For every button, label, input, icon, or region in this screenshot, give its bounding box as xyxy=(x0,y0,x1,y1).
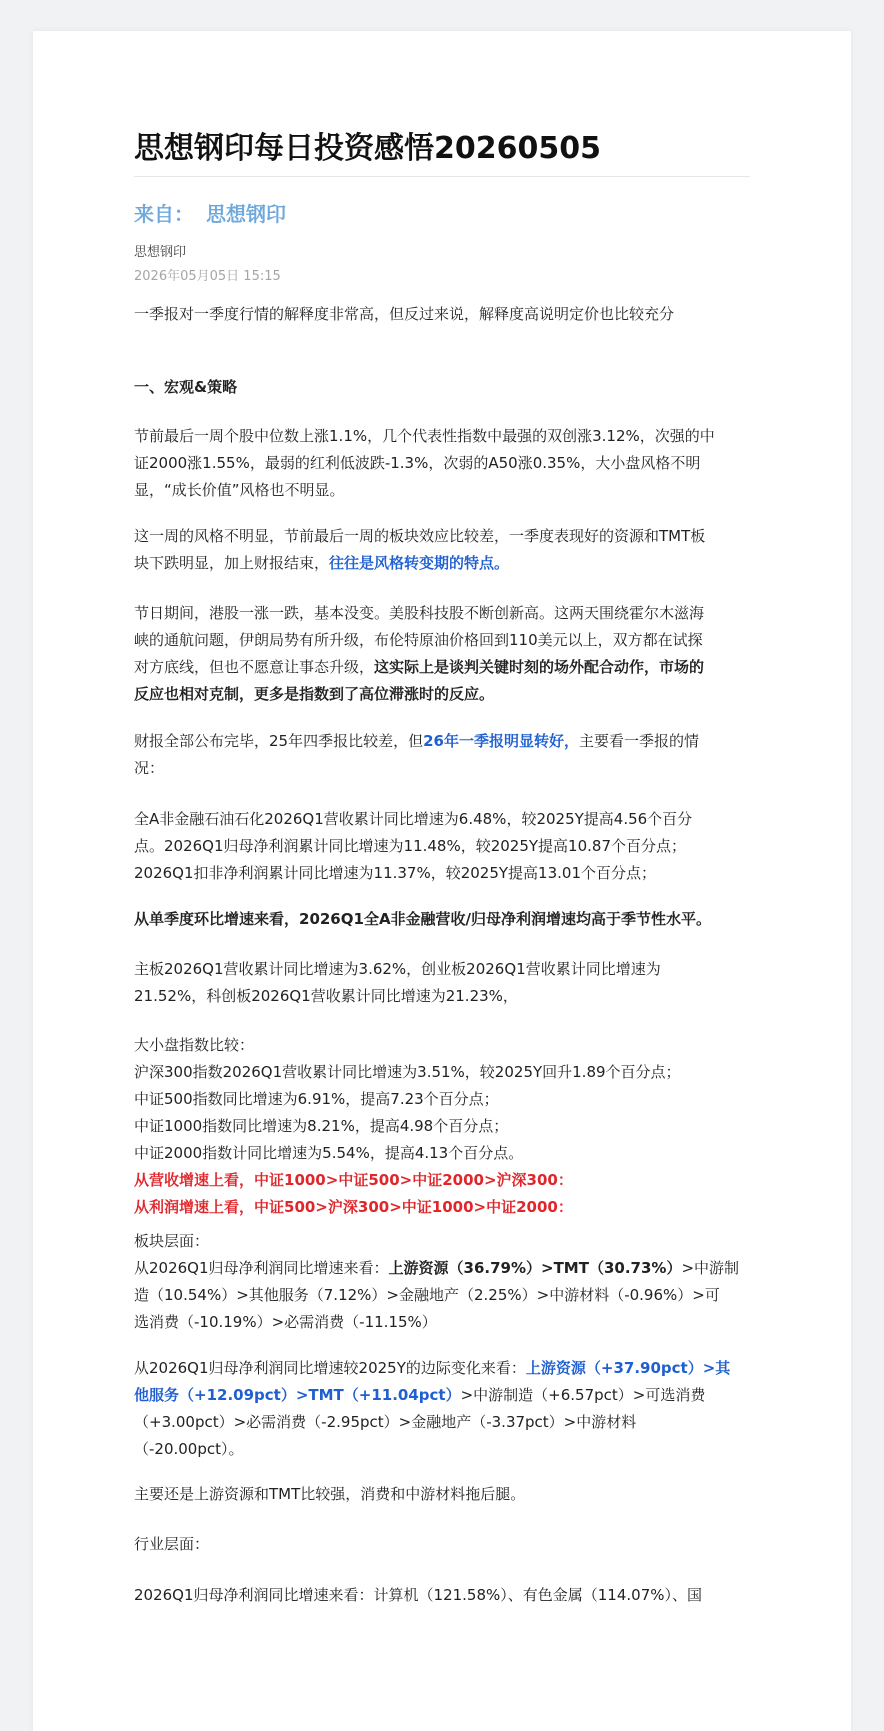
paragraph-sector-summary: 主要还是上游资源和TMT比较强，消费和中游材料拖后腿。 xyxy=(134,1485,526,1503)
title-divider xyxy=(134,176,750,177)
source-line xyxy=(134,199,286,229)
paragraph-holiday-markets: 节日期间，港股一涨一跌，基本没变。美股科技股不断创新高。这两天围绕霍尔木滋海 峡的通航问题，伊朗局势有所升级，布伦特原油价格回到110美元以上，双方都在试探 对方底线，但也不愿意让事态升级，这实际上是谈判关键时刻的场外配合动作，市场的 反应也相对克制，更多是指数到了高位滞涨时的反应。 xyxy=(134,604,705,703)
paragraph-sector-growth: 板块层面： 从2026Q1归母净利润同比增速来看：上游资源（36.79%）>TMT（30.73%）>中游制 造（10.54%）>其他服务（7.12%）>金融地产（2.25%）>中游材料（-0.96%）>可 选消费（-10.19%）>必需消费（-11.15%） xyxy=(134,1232,740,1331)
emphasis-style-shift: 往往是风格转变期的特点。 xyxy=(329,554,510,572)
publish-date: 2026年05月05日 15:15 xyxy=(134,269,281,284)
section-heading-macro: 一、宏观&策略 xyxy=(134,378,238,396)
paragraph-seasonal-comparison: 从单季度环比增速来看，2026Q1全A非金融营收/归母净利润增速均高于季节性水平。 xyxy=(134,910,712,928)
article-summary: 一季报对一季度行情的解释度非常高，但反过来说，解释度高说明定价也比较充分 xyxy=(134,305,675,323)
author-name: 思想钢印 xyxy=(134,245,187,260)
paragraph-industry-heading: 行业层面： xyxy=(134,1535,210,1553)
profit-ranking: 从利润增速上看，中证500>沪深300>中证1000>中证2000： xyxy=(134,1198,573,1216)
paragraph-earnings-intro: 财报全部公布完毕，25年四季报比较差，但26年一季报明显转好，主要看一季报的情 况： xyxy=(134,732,699,777)
source-link[interactable]: 思想钢印 xyxy=(206,202,286,226)
paragraph-sector-marginal-change: 从2026Q1归母净利润同比增速较2025Y的边际变化来看：上游资源（+37.90pct）>其 他服务（+12.09pct）>TMT（+11.04pct）>中游制造（+6.57pct）>可选消费 （+3.00pct）>必需消费（-2.95pct）>金融地产（-3.37pct）>中游材料 （-20.00pct）。 xyxy=(134,1359,731,1458)
paragraph-board-growth: 主板2026Q1营收累计同比增速为3.62%，创业板2026Q1营收累计同比增速为 21.52%，科创板2026Q1营收累计同比增速为21.23%， xyxy=(134,960,661,1005)
article-page xyxy=(33,31,851,1731)
source-label: 来自： xyxy=(134,202,194,226)
article-title: 思想钢印每日投资感悟20260505 xyxy=(134,131,601,166)
revenue-ranking: 从营收增速上看，中证1000>中证500>中证2000>沪深300： xyxy=(134,1171,573,1189)
paragraph-all-a-growth: 全A非金融石油石化2026Q1营收累计同比增速为6.48%，较2025Y提高4.56个百分 点。2026Q1归母净利润累计同比增速为11.48%，较2025Y提高10.87个百分点； 2026Q1扣非净利润累计同比增速为11.37%，较2025Y提高13.01个百分点； xyxy=(134,810,693,882)
paragraph-style-shift: 这一周的风格不明显，节前最后一周的板块效应比较差，一季度表现好的资源和TMT板 块下跌明显，加上财报结束，往往是风格转变期的特点。 xyxy=(134,527,706,572)
paragraph-industry-growth: 2026Q1归母净利润同比增速来看：计算机（121.58%）、有色金属（114.07%）、国 xyxy=(134,1586,703,1604)
paragraph-index-size-comparison: 大小盘指数比较： 沪深300指数2026Q1营收累计同比增速为3.51%，较2025Y回升1.89个百分点； 中证500指数同比增速为6.91%，提高7.23个百分点； 中证1000指数同比增速为8.21%，提高4.98个百分点； 中证2000指数计同比增速为5.54%，提高4.13个百分点。 从营收增速上看，中证1000>中证500>中证2000>沪深300： 从利润增速上看，中证500>沪深300>中证1000>中证2000： xyxy=(134,1032,754,1221)
paragraph-weekly-indices: 节前最后一周个股中位数上涨1.1%，几个代表性指数中最强的双创涨3.12%，次强的中 证2000涨1.55%，最弱的红利低波跌-1.3%，次弱的A50涨0.35%，大小盘风格不明 显，“成长价值”风格也不明显。 xyxy=(134,427,715,499)
